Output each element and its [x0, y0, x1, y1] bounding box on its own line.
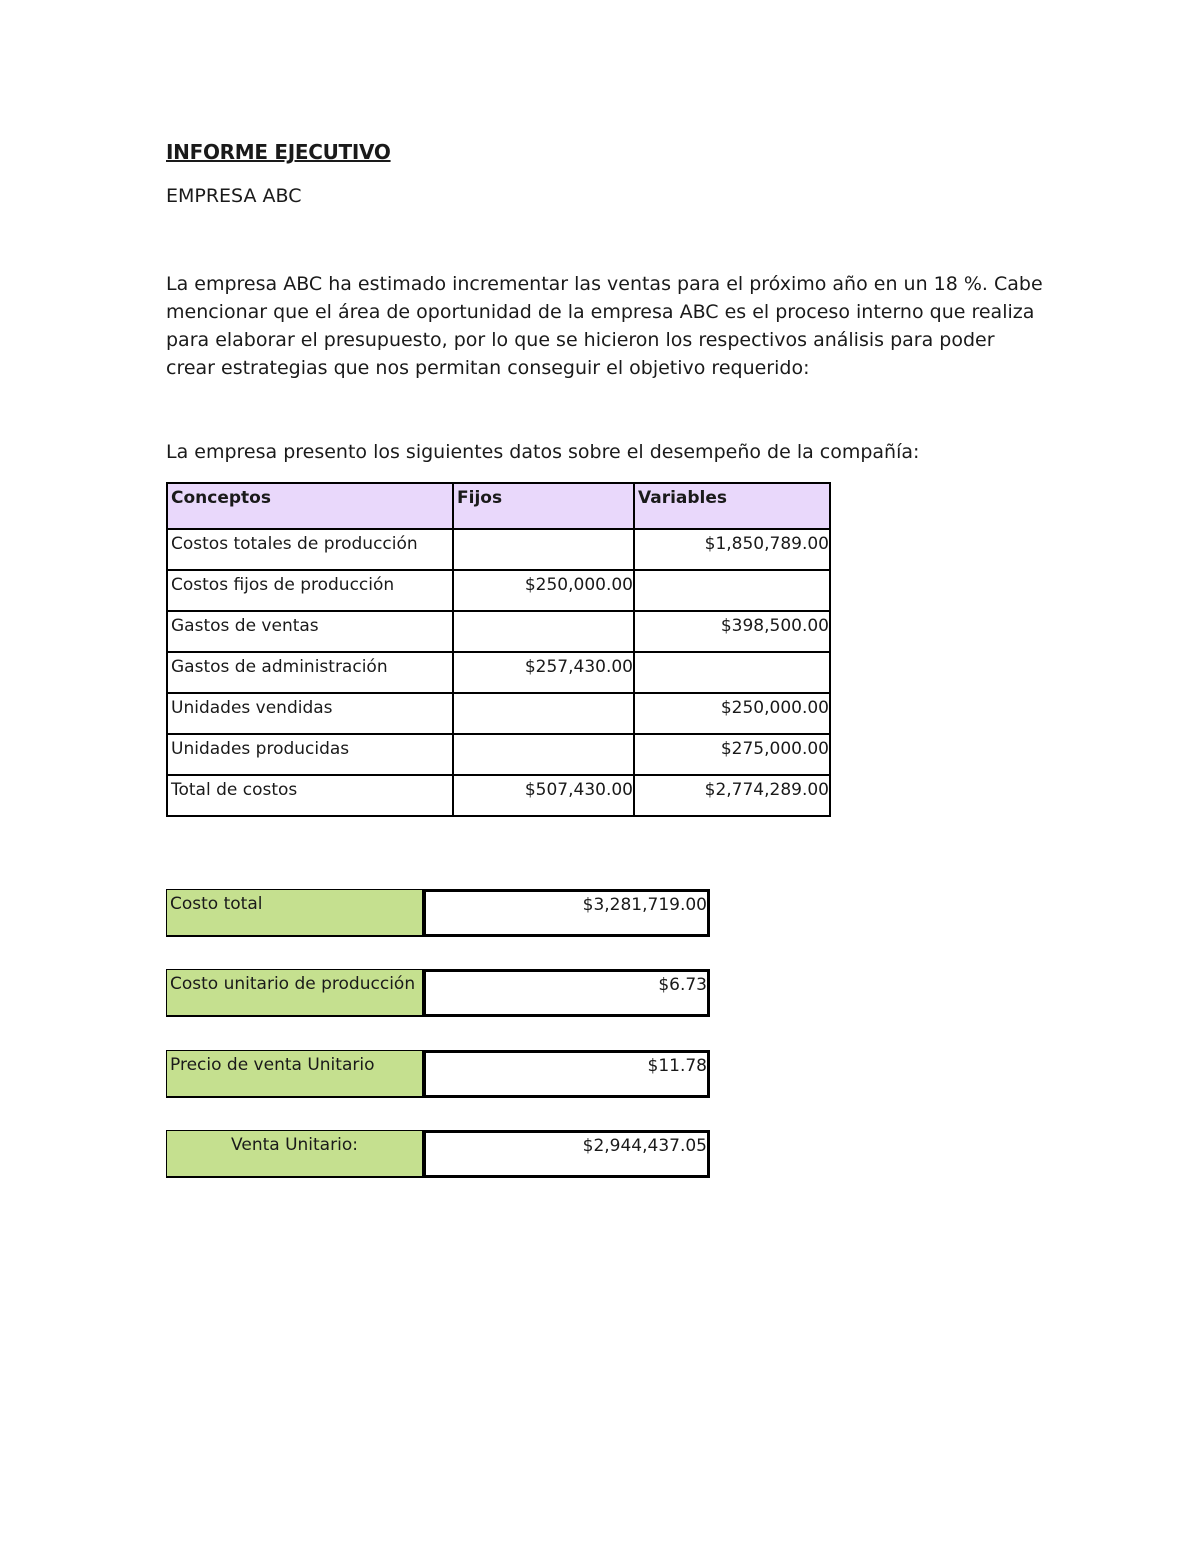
costs-table — [166, 482, 831, 817]
row-fixed — [453, 529, 634, 570]
header-variables: Variables — [634, 483, 830, 529]
summary-precio-venta — [166, 1050, 710, 1098]
row-concept: Unidades vendidas — [167, 693, 453, 734]
row-concept: Gastos de administración — [167, 652, 453, 693]
summary-value: $11.78 — [423, 1050, 710, 1098]
row-variable — [634, 652, 830, 693]
row-concept: Unidades producidas — [167, 734, 453, 775]
intro-paragraph: La empresa ABC ha estimado incrementar las ventas para el próximo año en un 18 %. Cabe mencionar que el área de oportunidad de la empresa ABC es el proceso interno que realiza para elaborar el presupuesto, por lo que se hicieron los respectivos análisis para poder crear estrategias que nos permitan conseguir el objetivo requerido: — [166, 273, 1043, 379]
row-fixed — [453, 611, 634, 652]
summary-label: Costo total — [166, 889, 423, 937]
summary-costo-total — [166, 889, 710, 937]
table-row — [167, 693, 830, 734]
report-title: INFORME EJECUTIVO — [166, 140, 391, 164]
summary-value: $3,281,719.00 — [423, 889, 710, 937]
summary-costo-unitario — [166, 969, 710, 1017]
summary-venta-unitario — [166, 1130, 710, 1178]
table-total-row — [167, 775, 830, 816]
summary-value: $2,944,437.05 — [423, 1130, 710, 1178]
table-row — [167, 734, 830, 775]
table-row — [167, 611, 830, 652]
row-variable: $275,000.00 — [634, 734, 830, 775]
row-variable: $1,850,789.00 — [634, 529, 830, 570]
row-fixed: $250,000.00 — [453, 570, 634, 611]
table-row — [167, 529, 830, 570]
header-fijos: Fijos — [453, 483, 634, 529]
table-header-row — [167, 483, 830, 529]
summary-label: Precio de venta Unitario — [166, 1050, 423, 1098]
row-variable — [634, 570, 830, 611]
header-conceptos: Conceptos — [167, 483, 453, 529]
row-variable: $2,774,289.00 — [634, 775, 830, 816]
company-name: EMPRESA ABC — [166, 185, 302, 207]
row-concept: Costos totales de producción — [167, 529, 453, 570]
table-intro: La empresa presento los siguientes datos sobre el desempeño de la compañía: — [166, 441, 920, 463]
row-concept: Total de costos — [167, 775, 453, 816]
row-variable: $250,000.00 — [634, 693, 830, 734]
row-fixed: $257,430.00 — [453, 652, 634, 693]
table-row — [167, 652, 830, 693]
row-variable: $398,500.00 — [634, 611, 830, 652]
row-concept: Costos fijos de producción — [167, 570, 453, 611]
summary-label: Venta Unitario: — [166, 1130, 423, 1178]
table-row — [167, 570, 830, 611]
row-fixed — [453, 693, 634, 734]
summary-label: Costo unitario de producción — [166, 969, 423, 1017]
summary-value: $6.73 — [423, 969, 710, 1017]
row-fixed: $507,430.00 — [453, 775, 634, 816]
row-fixed — [453, 734, 634, 775]
row-concept: Gastos de ventas — [167, 611, 453, 652]
